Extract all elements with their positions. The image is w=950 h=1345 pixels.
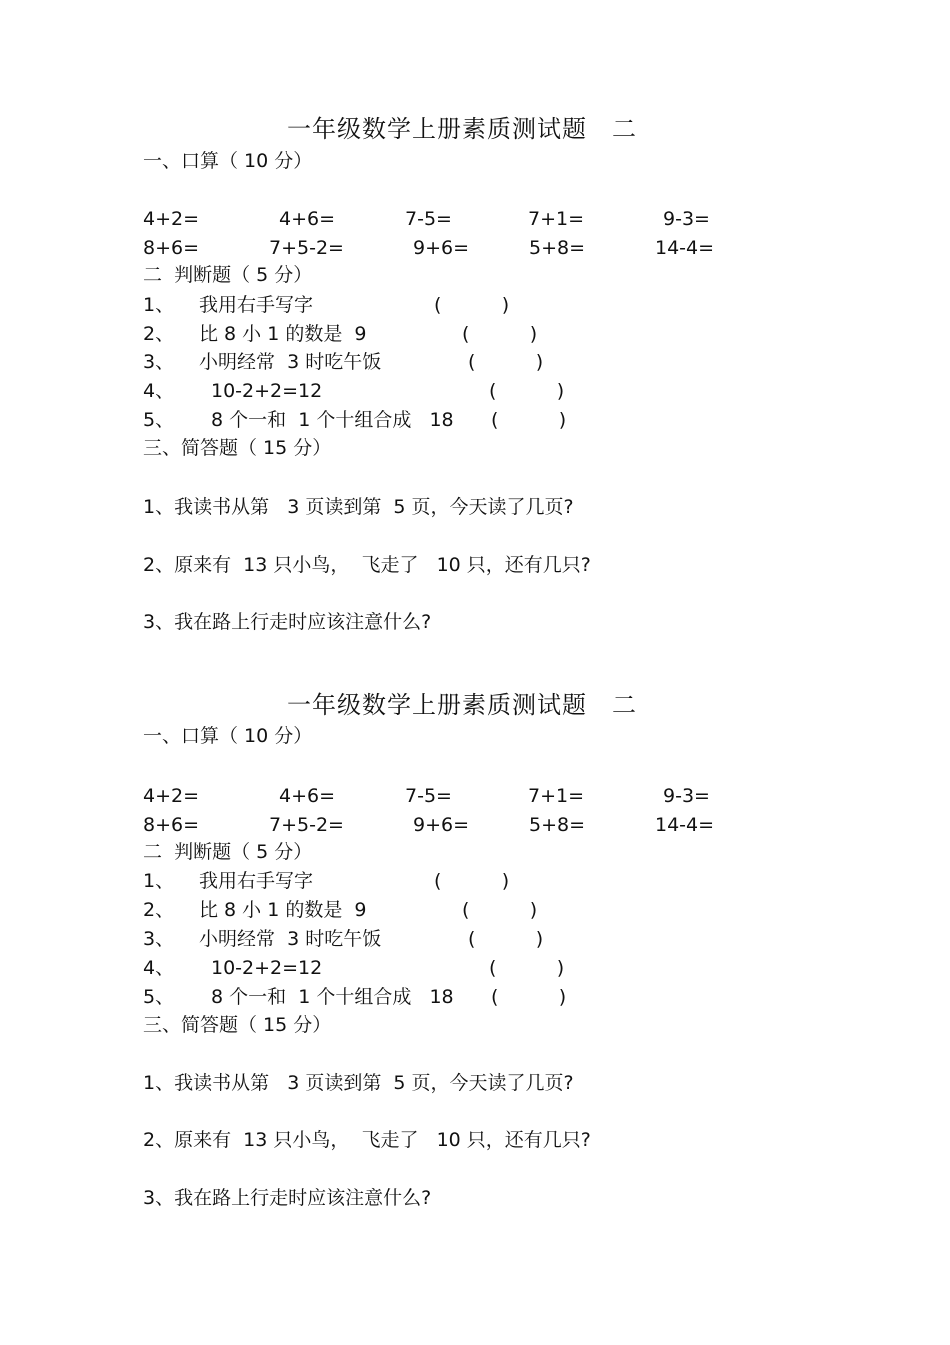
answer-parentheses: ( ): [462, 323, 538, 345]
answer-parentheses: ( ): [491, 409, 567, 431]
arithmetic-item: 7+1=: [528, 785, 585, 807]
section-heading-mental-math: 一、口算（ 10 分）: [143, 150, 313, 172]
arithmetic-item: 4+6=: [279, 785, 336, 807]
arithmetic-item: 4+2=: [143, 785, 200, 807]
section-heading-mental-math: 一、口算（ 10 分）: [143, 725, 313, 747]
judge-item-text: 10-2+2=12: [211, 957, 323, 979]
arithmetic-item: 7+5-2=: [269, 814, 344, 836]
arithmetic-item: 7-5=: [405, 785, 452, 807]
short-answer-question: 3、我在路上行走时应该注意什么?: [143, 1187, 432, 1209]
short-answer-question: 1、我读书从第 3 页读到第 5 页，今天读了几页?: [143, 1072, 574, 1094]
judge-item-text: 比 8 小 1 的数是 9: [199, 899, 367, 921]
arithmetic-item: 8+6=: [143, 237, 200, 259]
short-answer-question: 2、原来有 13 只小鸟， 飞走了 10 只，还有几只?: [143, 554, 591, 576]
judge-item-text: 10-2+2=12: [211, 380, 323, 402]
answer-parentheses: ( ): [491, 986, 567, 1008]
judge-item-number: 2、: [143, 323, 175, 345]
short-answer-question: 1、我读书从第 3 页读到第 5 页，今天读了几页?: [143, 496, 574, 518]
section-heading-true-false: 二 判断题（ 5 分）: [143, 264, 313, 286]
arithmetic-item: 7+1=: [528, 208, 585, 230]
arithmetic-item: 4+6=: [279, 208, 336, 230]
judge-item-text: 比 8 小 1 的数是 9: [199, 323, 367, 345]
answer-parentheses: ( ): [434, 294, 510, 316]
judge-item-number: 5、: [143, 986, 175, 1008]
section-heading-short-answer: 三、简答题（ 15 分）: [143, 437, 332, 459]
arithmetic-item: 14-4=: [655, 237, 715, 259]
arithmetic-item: 5+8=: [529, 237, 586, 259]
judge-item-number: 3、: [143, 351, 175, 373]
judge-item-text: 我用右手写字: [199, 294, 314, 316]
judge-item-number: 2、: [143, 899, 175, 921]
answer-parentheses: ( ): [489, 380, 565, 402]
judge-item-number: 1、: [143, 294, 175, 316]
answer-parentheses: ( ): [468, 928, 544, 950]
arithmetic-item: 4+2=: [143, 208, 200, 230]
judge-item-text: 小明经常 3 时吃午饭: [199, 351, 382, 373]
section-heading-true-false: 二 判断题（ 5 分）: [143, 841, 313, 863]
short-answer-question: 3、我在路上行走时应该注意什么?: [143, 611, 432, 633]
arithmetic-item: 5+8=: [529, 814, 586, 836]
arithmetic-item: 7-5=: [405, 208, 452, 230]
judge-item-text: 小明经常 3 时吃午饭: [199, 928, 382, 950]
worksheet-title: 一年级数学上册素质测试题 二: [287, 115, 637, 143]
arithmetic-item: 9+6=: [413, 814, 470, 836]
answer-parentheses: ( ): [462, 899, 538, 921]
answer-parentheses: ( ): [468, 351, 544, 373]
arithmetic-item: 8+6=: [143, 814, 200, 836]
arithmetic-item: 9+6=: [413, 237, 470, 259]
judge-item-text: 8 个一和 1 个十组合成 18: [211, 986, 454, 1008]
judge-item-text: 8 个一和 1 个十组合成 18: [211, 409, 454, 431]
short-answer-question: 2、原来有 13 只小鸟， 飞走了 10 只，还有几只?: [143, 1129, 591, 1151]
answer-parentheses: ( ): [489, 957, 565, 979]
arithmetic-item: 14-4=: [655, 814, 715, 836]
judge-item-text: 我用右手写字: [199, 870, 314, 892]
judge-item-number: 5、: [143, 409, 175, 431]
judge-item-number: 4、: [143, 957, 175, 979]
worksheet-title: 一年级数学上册素质测试题 二: [287, 691, 637, 719]
judge-item-number: 1、: [143, 870, 175, 892]
judge-item-number: 3、: [143, 928, 175, 950]
arithmetic-item: 7+5-2=: [269, 237, 344, 259]
judge-item-number: 4、: [143, 380, 175, 402]
answer-parentheses: ( ): [434, 870, 510, 892]
section-heading-short-answer: 三、简答题（ 15 分）: [143, 1014, 332, 1036]
arithmetic-item: 9-3=: [663, 208, 710, 230]
arithmetic-item: 9-3=: [663, 785, 710, 807]
